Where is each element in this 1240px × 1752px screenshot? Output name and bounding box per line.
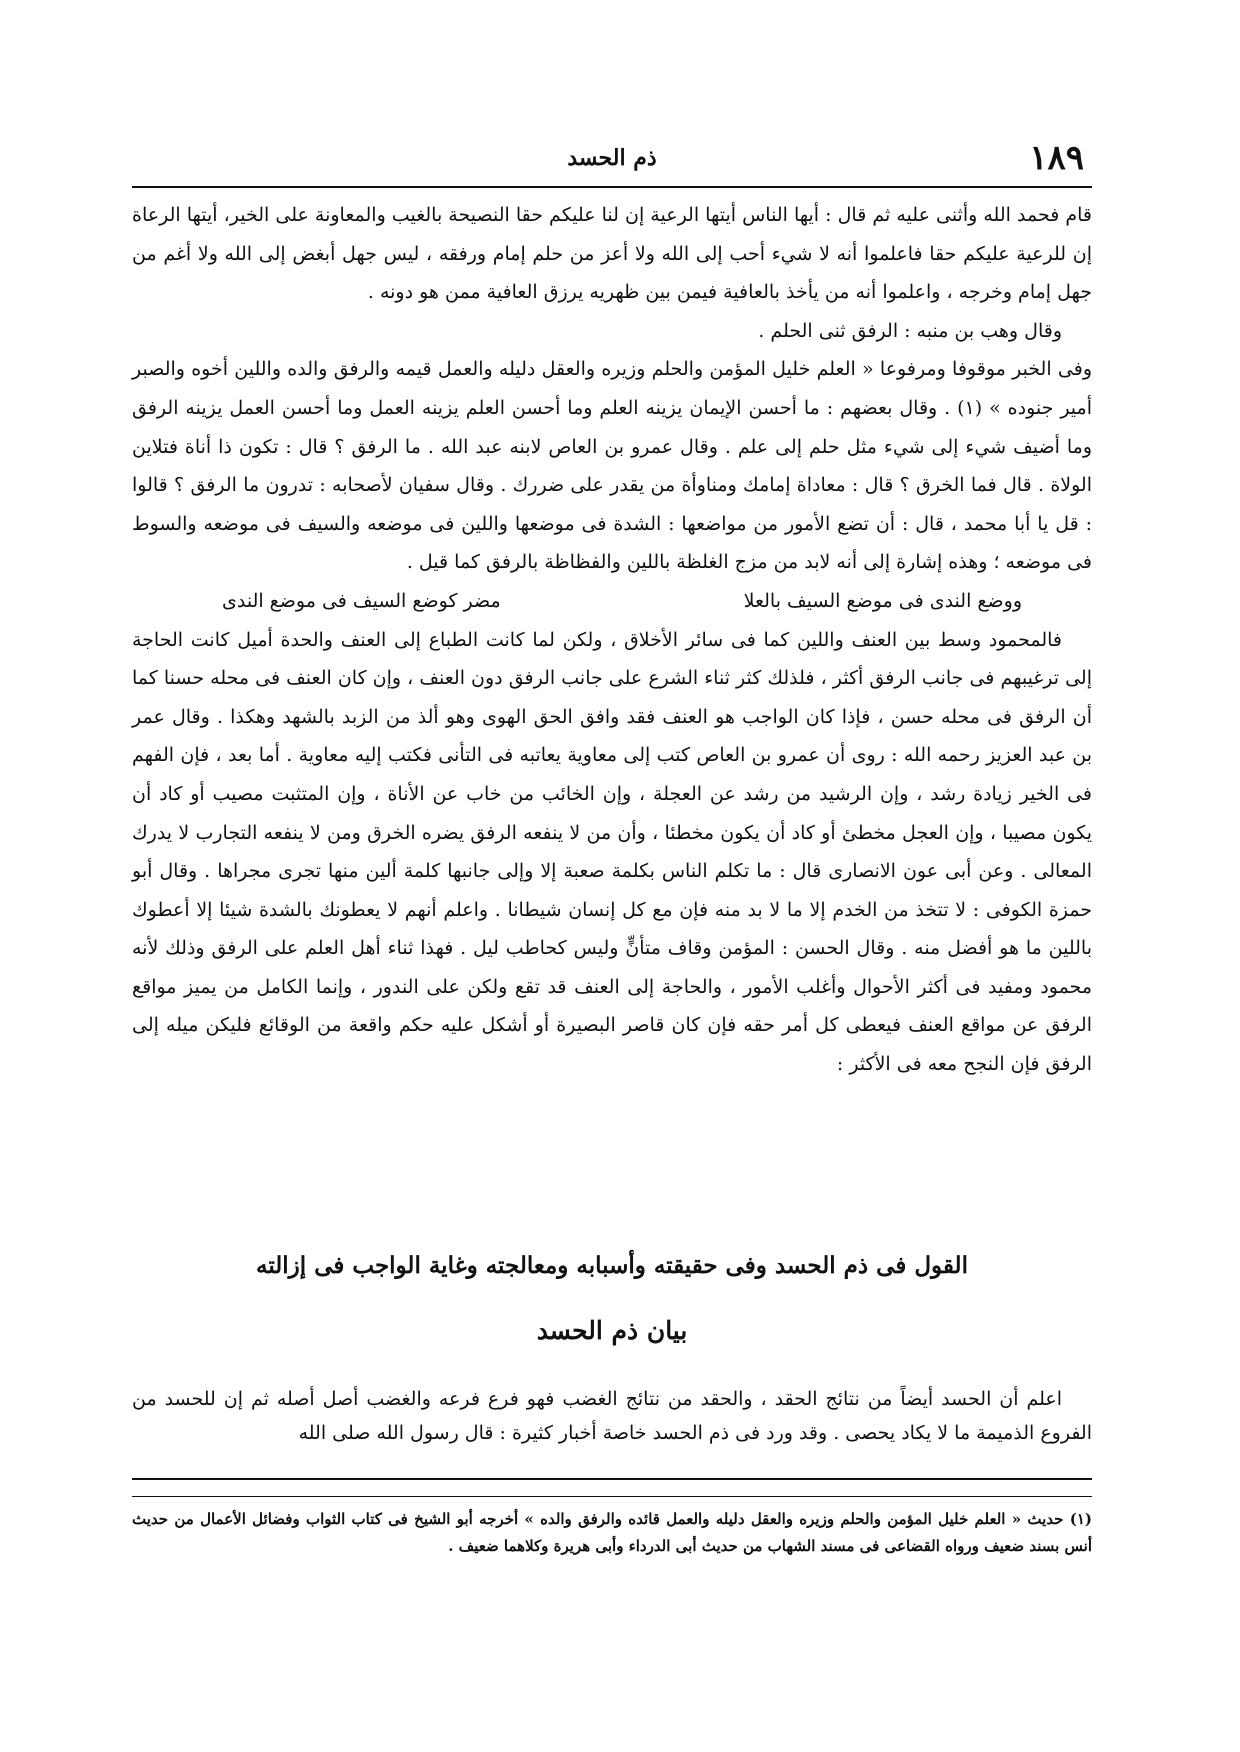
section-heading: القول فى ذم الحسد وفى حقيقته وأسبابه ومعالجته وغاية الواجب فى إزالته bbox=[256, 1252, 968, 1279]
footnote-rule bbox=[132, 1496, 1092, 1497]
paragraph: قام فحمد الله وأثنى عليه ثم قال : أيها الناس أيتها الرعية إن لنا عليكم حقا النصيحة بالغيب والمعاونة على الخير، أيتها الرعاة إن للرعية عليكم حقا فاعلموا أنه لا شيء أحب إلى الله ولا أعز من حلم إمام ورفقه ، ليس جهل أبغض إلى الله ولا أغم من جهل إمام وخرجه ، واعلموا أنه من يأخذ بالعافية فيمن بين ظهريه يرزق العافية ممن هو دونه . bbox=[132, 204, 1092, 304]
section-text bbox=[132, 1382, 1092, 1450]
poem-verse bbox=[132, 582, 1092, 621]
paragraph: اعلم أن الحسد أيضاً من نتائج الحقد ، والحقد من نتائج الغضب فهو فرع فرعه والغضب أصل أصله ثم إن للحسد من الفروع الذميمة ما لا يكاد يحصى . وقد ورد فى ذم الحسد خاصة أخبار كثيرة : قال رسول الله صلى الله bbox=[132, 1388, 1092, 1444]
paragraph: فالمحمود وسط بين العنف واللين كما فى سائر الأخلاق ، ولكن لما كانت الطباع إلى العنف والحدة أميل كانت الحاجة إلى ترغيبهم فى جانب الرفق أكثر ، فلذلك كثر ثناء الشرع على جانب الرفق دون العنف ، وإن كان العنف فى محله حسنا كما أن الرفق فى محله حسن ، فإذا كان الواجب هو العنف فقد وافق الحق الهوى وهو ألذ من الزبد بالشهد وهكذا . وقال عمر بن عبد العزيز رحمه الله : روى أن عمرو بن العاص كتب إلى معاوية يعاتبه فى التأنى فكتب إليه معاوية . أما بعد ، فإن الفهم فى الخير زيادة رشد ، وإن الرشيد من رشد عن العجلة ، وإن الخائب من خاب عن الأناة ، وإن المتثبت مصيب أو كاد أن يكون مصيبا ، وإن العجل مخطئ أو كاد أن يكون مخطئا ، وأن من لا ينفعه الرفق يضره الخرق ومن لا ينفعه التجارب لا يدرك المعالى . وعن أبى عون الانصارى قال : ما تكلم الناس بكلمة صعبة إلا وإلى جانبها كلمة ألين منها تجرى مجراها . وقال أبو حمزة الكوفى : لا تتخذ من الخدم إلا ما لا بد منه فإن مع كل إنسان شيطانا . واعلم أنهم لا يعطونك بالشدة شيئا إلا أعطوك باللين ما هو أفضل منه . وقال الحسن : المؤمن وقاف متأنٍّ وليس كحاطب ليل . فهذا ثناء أهل العلم على الرفق وذلك لأنه محمود ومفيد فى أكثر الأحوال وأغلب الأمور ، والحاجة إلى العنف قد تقع ولكن على الندور ، وإنما الكامل من يميز مواقع الرفق عن مواقع العنف فيعطى كل أمر حقه فإن كان قاصر البصيرة أو أشكل عليه حكم واقعة من الوقائع فليكن ميله إلى الرفق فإن النجح معه فى الأكثر : bbox=[132, 628, 1092, 1076]
paragraph: وفى الخبر موقوفا ومرفوعا « العلم خليل المؤمن والحلم وزيره والعقل دليله والعمل قيمه والرفق والده واللين أخوه والصبر أمير جنوده » (١) . وقال بعضهم : ما أحسن الإيمان يزينه العلم وما أحسن العلم يزينه العمل وما أحسن العمل يزينه الرفق وما أضيف شيء إلى شيء مثل حلم إلى علم . وقال عمرو بن العاص لابنه عبد الله . ما الرفق ؟ قال : تكون ذا أناة فتلاين الولاة . قال فما الخرق ؟ قال : معاداة إمامك ومناوأة من يقدر على ضررك . وقال سفيان لأصحابه : تدرون ما الرفق ؟ قالوا : قل يا أبا محمد ، قال : أن تضع الأمور من مواضعها : الشدة فى موضعها واللين فى موضعه والسيف فى موضعه والسوط فى موضعه ؛ وهذه إشارة إلى أنه لابد من مزج الغلظة باللين والفظاظة بالرفق كما قيل . bbox=[132, 358, 1093, 574]
running-title: ذم الحسد bbox=[567, 145, 657, 171]
poem-hemistich-right: ووضع الندى فى موضع السيف بالعلا bbox=[743, 589, 1022, 612]
footnote bbox=[132, 1506, 1092, 1560]
subsection-heading: بيان ذم الحسد bbox=[536, 1316, 688, 1345]
poem-hemistich-left: مضر كوضع السيف فى موضع الندى bbox=[222, 589, 501, 612]
header-rule bbox=[132, 186, 1092, 188]
page-header bbox=[132, 136, 1092, 184]
page-number: ١٨٩ bbox=[1029, 138, 1084, 178]
main-text bbox=[132, 196, 1092, 1084]
footnote-text: (١) حديث « العلم خليل المؤمن والحلم وزيره والعقل دليله والعمل قائده والرفق والده » أخرجه أبو الشيخ فى كتاب الثواب وفضائل الأعمال من حديث أنس بسند ضعيف ورواه القضاعى فى مسند الشهاب من حديث أبى الدرداء وأبى هريرة وكلاهما ضعيف . bbox=[132, 1510, 1092, 1555]
body-end-rule bbox=[132, 1478, 1092, 1480]
paragraph: وقال وهب بن منبه : الرفق ثنى الحلم . bbox=[758, 319, 1062, 342]
